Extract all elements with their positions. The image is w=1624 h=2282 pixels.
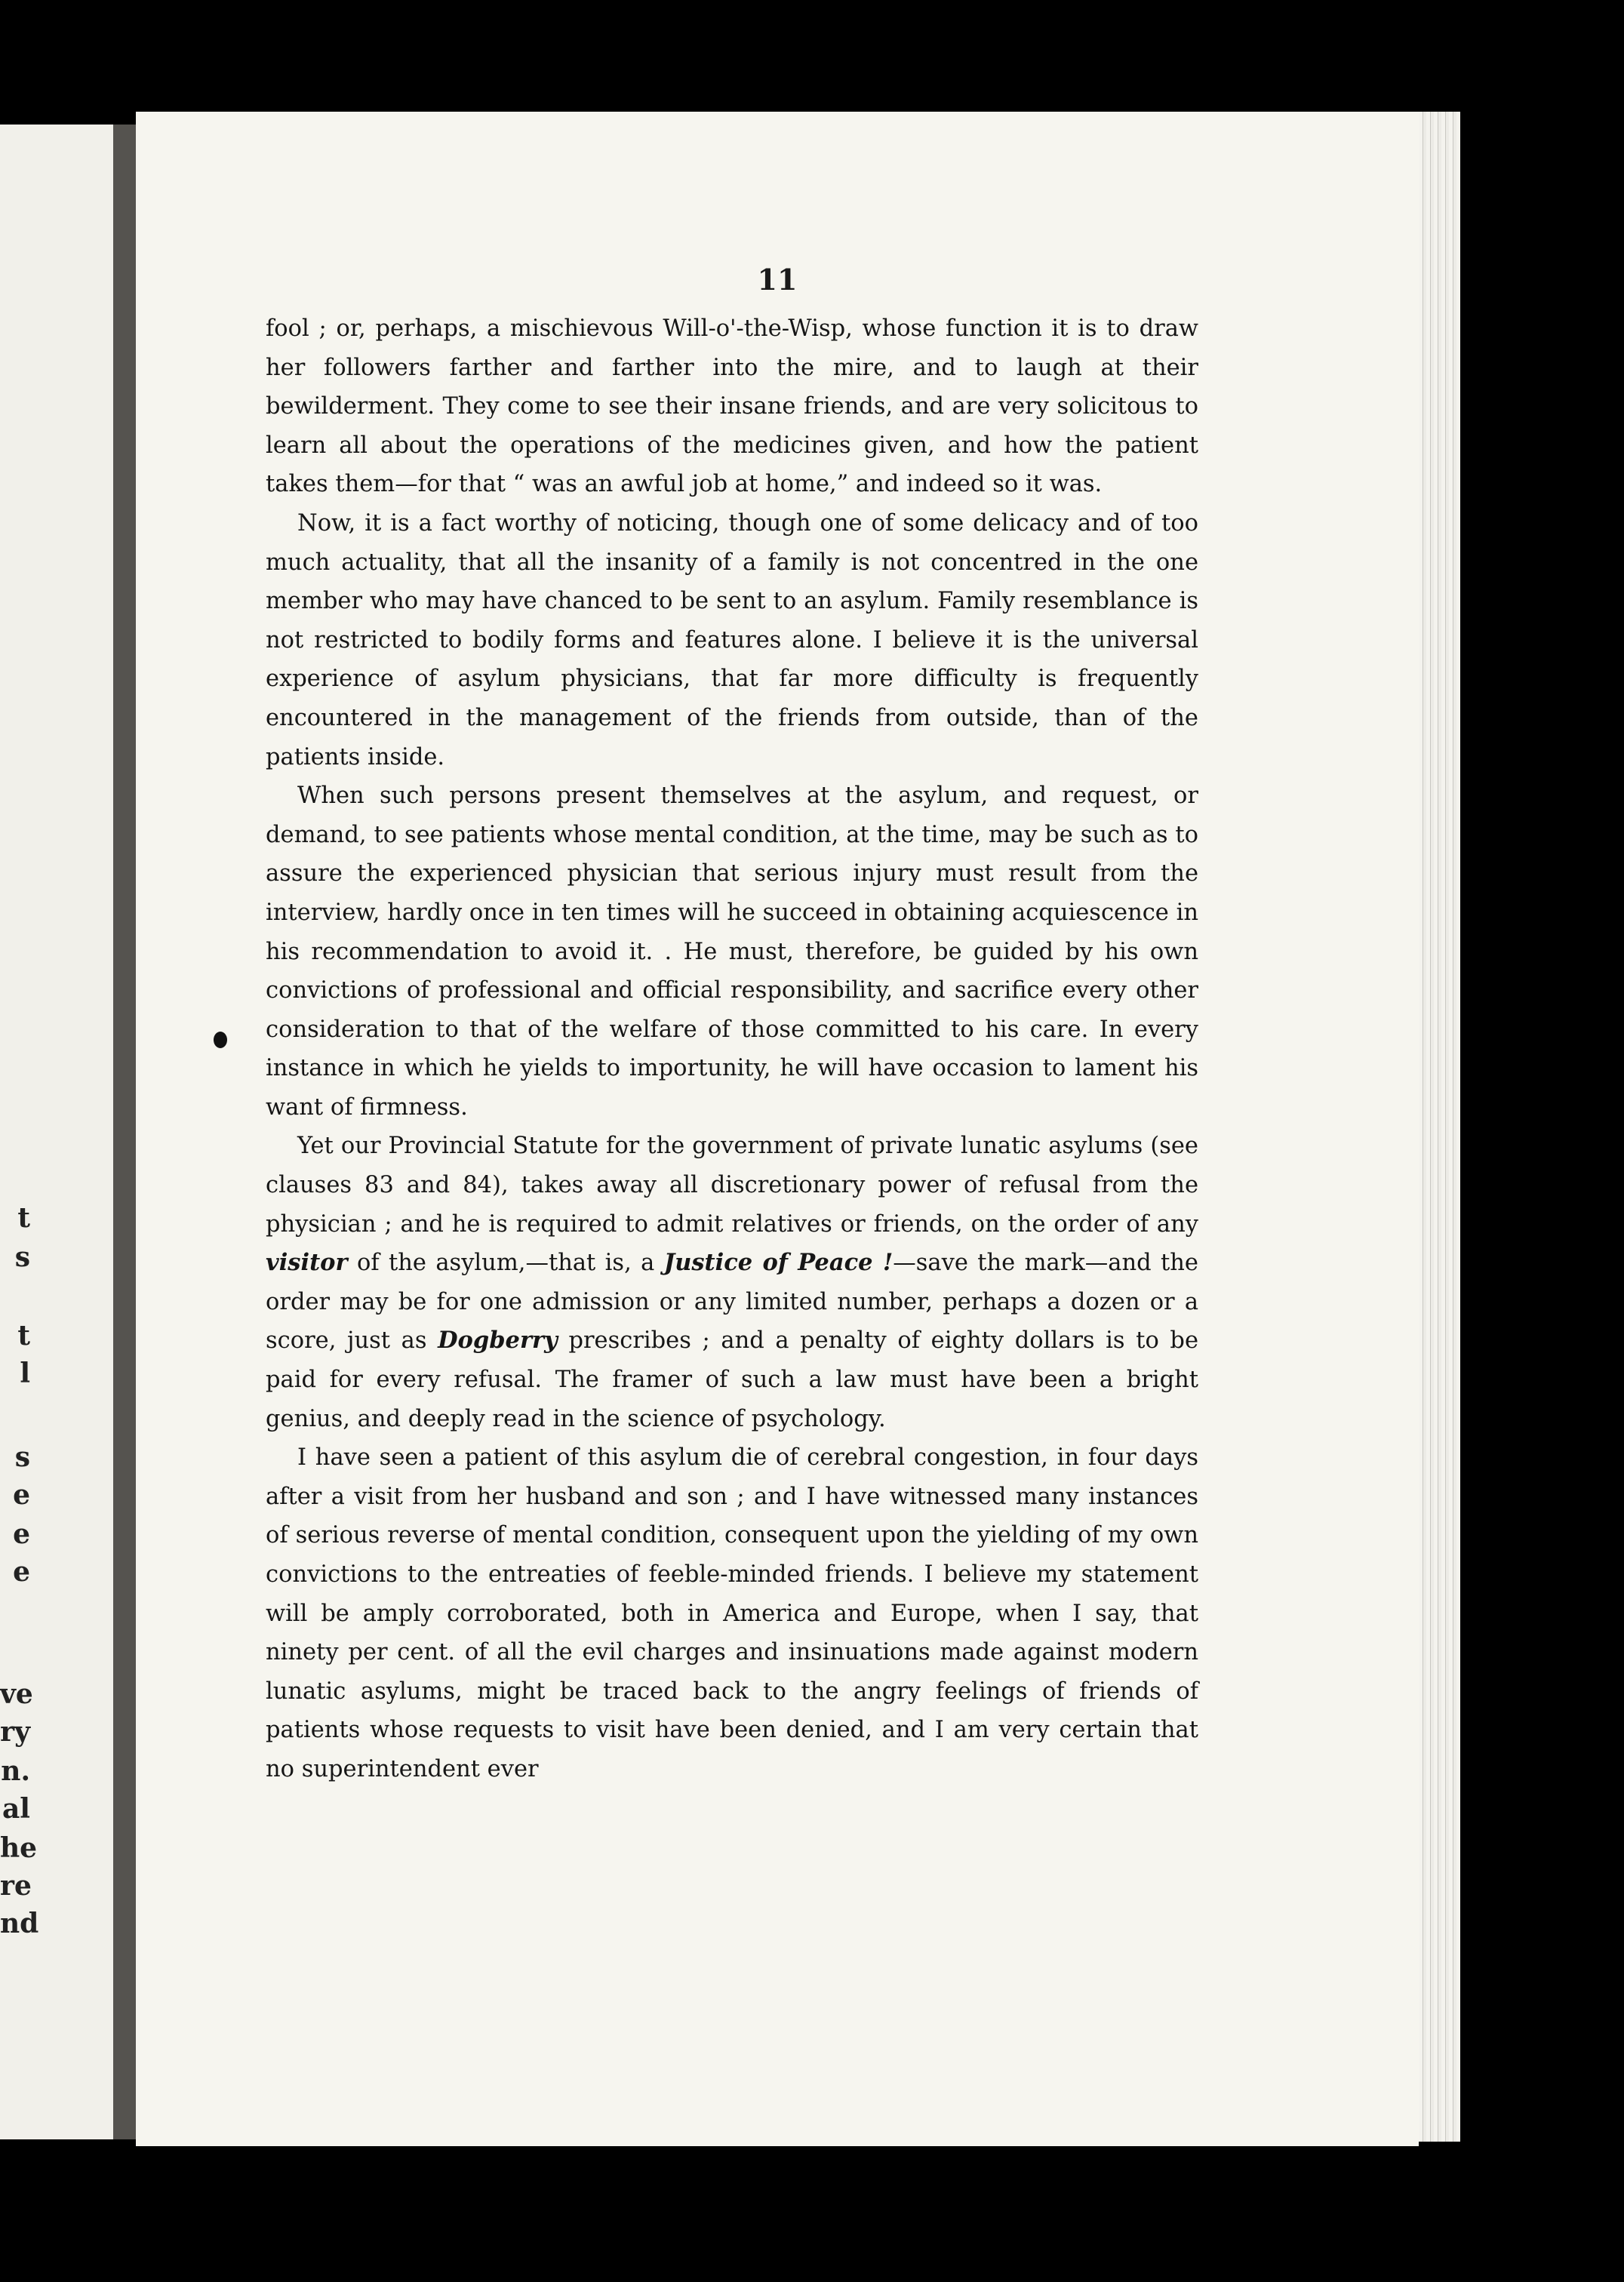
facing-page-fragment-text: s	[14, 1441, 30, 1473]
facing-page-fragment-text: ry	[0, 1716, 30, 1748]
ink-blot-mark	[214, 1032, 227, 1048]
facing-page-fragment-text: s	[14, 1241, 30, 1273]
facing-page-fragment-text: re	[0, 1870, 32, 1902]
facing-page-fragment-text: e	[13, 1556, 30, 1588]
paragraph-text: of the asylum,—that is, a	[347, 1250, 664, 1277]
facing-page-fragment-text: t	[17, 1320, 30, 1352]
facing-page-fragment-text: al	[2, 1793, 30, 1825]
book-gutter-shadow	[113, 125, 136, 2139]
paragraph-text: Yet our Provincial Statute for the government of private lunatic asylums (see clauses 83 and 84), takes away all discretionary power of refusal from the physician ; and he is required to admit relatives or friends, on the order of any	[266, 1133, 1198, 1238]
facing-page-fragment-text: l	[20, 1358, 30, 1389]
facing-page-fragment-text: nd	[0, 1908, 39, 1939]
facing-page-fragment	[0, 125, 113, 2139]
facing-page-fragment-text: t	[17, 1202, 30, 1234]
facing-page-fragment-text: e	[13, 1518, 30, 1550]
body-text	[266, 309, 1198, 1789]
paragraph-text: prescribes ; and a penalty of eighty dollars is to be paid for every refusal. The framer of such a law must have been a bright genius, and deeply read in the science of psychology.	[266, 1327, 1198, 1432]
page-number: 11	[757, 263, 798, 297]
paragraph: When such persons present themselves at the asylum, and request, or demand, to see patients whose mental condition, at the time, may be such as to assure the experienced physician that serious injury must result from the interview, hardly once in ten times will he succeed in obtaining acquiescence in his recommendation to avoid it. . He must, therefore, be guided by his own convictions of professional and official responsibility, and sacrifice every other consideration to that of the welfare of those committed to his care. In every instance in which he yields to importunity, he will have occasion to lament his want of firmness.	[266, 783, 1198, 1121]
italic-term-justice-of-peace: Justice of Peace !	[663, 1249, 894, 1277]
paragraph: Now, it is a fact worthy of noticing, though one of some delicacy and of too much actuality, that all the insanity of a family is not concentred in the one member who may have chanced to be sent to an asylum. Family resemblance is not restricted to bodily forms and features alone. I believe it is the universal experience of asylum physicians, that far more difficulty is frequently encountered in the management of the friends from outside, than of the patients inside.	[266, 509, 1198, 770]
paragraph: fool ; or, perhaps, a mischievous Will-o'-the-Wisp, whose function it is to draw her followers farther and farther into the mire, and to laugh at their bewilderment. They come to see their insane friends, and are very solicitous to learn all about the operations of the medicines given, and how the patient takes them—for that “ was an awful job at home,” and indeed so it was.	[266, 315, 1198, 498]
italic-term-visitor: visitor	[266, 1249, 348, 1277]
facing-page-fragment-text: ve	[0, 1678, 33, 1710]
facing-page-fragment-text: he	[0, 1832, 38, 1864]
italic-term-dogberry: Dogberry	[438, 1327, 558, 1355]
facing-page-fragment-text: e	[13, 1479, 30, 1511]
paragraph: I have seen a patient of this asylum die of cerebral congestion, in four days after a visit from her husband and son ; and I have witnessed many instances of serious reverse of mental condition, consequent upon the yielding of my own convictions to the entreaties of feeble-minded friends. I believe my statement will be amply corroborated, both in America and Europe, when I say, that ninety per cent. of all the evil charges and insinuations made against modern lunatic asylums, might be traced back to the angry feelings of friends of patients whose requests to visit have been denied, and I am very certain that no superintendent ever	[266, 1444, 1198, 1782]
paragraph-text: —save the mark—and the order may be for one admission or any limited number, perhaps a dozen or a score, just as	[266, 1250, 1198, 1355]
facing-page-fragment-text: n.	[1, 1755, 30, 1787]
paragraph	[266, 1127, 1198, 1438]
scanned-page	[136, 112, 1419, 2146]
